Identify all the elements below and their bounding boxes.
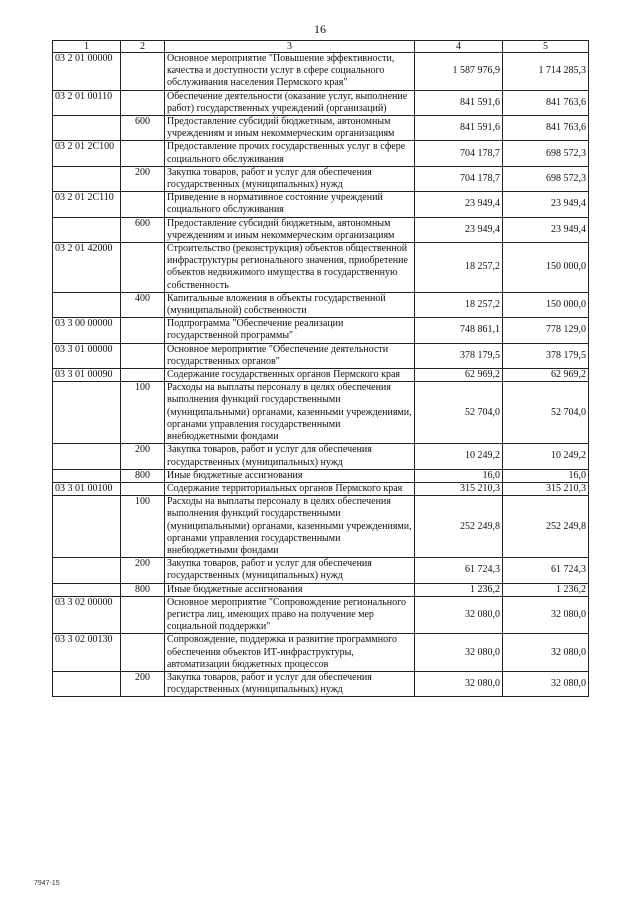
row-expense-type <box>121 318 165 343</box>
row-code <box>53 496 121 558</box>
row-code: 03 3 01 00100 <box>53 482 121 495</box>
row-code: 03 2 01 00000 <box>53 53 121 91</box>
row-code <box>53 583 121 596</box>
row-value-col5: 1 714 285,3 <box>503 53 589 91</box>
row-expense-type: 100 <box>121 496 165 558</box>
row-value-col5: 378 179,5 <box>503 343 589 368</box>
row-value-col4: 61 724,3 <box>415 558 503 583</box>
row-expense-type <box>121 53 165 91</box>
table-row <box>53 634 589 672</box>
row-name: Предоставление субсидий бюджетным, автономным учреждениям и иным некоммерческим организациям <box>165 116 415 141</box>
row-name: Приведение в нормативное состояние учреждений социального обслуживания <box>165 192 415 217</box>
table-row <box>53 217 589 242</box>
row-code: 03 3 00 00000 <box>53 318 121 343</box>
row-code: 03 2 01 2С110 <box>53 192 121 217</box>
row-value-col4: 62 969,2 <box>415 369 503 382</box>
row-name: Закупка товаров, работ и услуг для обеспечения государственных (муниципальных) нужд <box>165 166 415 191</box>
row-code <box>53 382 121 444</box>
row-value-col5: 32 080,0 <box>503 596 589 634</box>
row-value-col4: 18 257,2 <box>415 243 503 293</box>
row-code <box>53 292 121 317</box>
row-value-col5: 252 249,8 <box>503 496 589 558</box>
footer-code: 7947-15 <box>34 880 60 887</box>
table-row <box>53 53 589 91</box>
row-name: Иные бюджетные ассигнования <box>165 583 415 596</box>
row-name: Основное мероприятие "Сопровождение регионального регистра лиц, имеющих право на получение мер социальной поддержки" <box>165 596 415 634</box>
header-col-2: 2 <box>121 41 165 53</box>
row-code <box>53 217 121 242</box>
row-value-col4: 1 236,2 <box>415 583 503 596</box>
row-value-col5: 841 763,6 <box>503 90 589 115</box>
row-name: Обеспечение деятельности (оказание услуг, выполнение работ) государственных учреждений (организаций) <box>165 90 415 115</box>
row-value-col5: 698 572,3 <box>503 141 589 166</box>
row-expense-type: 100 <box>121 382 165 444</box>
row-expense-type: 600 <box>121 116 165 141</box>
row-value-col5: 150 000,0 <box>503 292 589 317</box>
table-row <box>53 116 589 141</box>
row-expense-type: 800 <box>121 583 165 596</box>
row-expense-type: 200 <box>121 671 165 696</box>
row-name: Иные бюджетные ассигнования <box>165 469 415 482</box>
row-name: Закупка товаров, работ и услуг для обеспечения государственных (муниципальных) нужд <box>165 444 415 469</box>
row-expense-type: 200 <box>121 558 165 583</box>
row-name: Содержание территориальных органов Пермского края <box>165 482 415 495</box>
table-header-row <box>53 41 589 53</box>
row-expense-type <box>121 141 165 166</box>
header-col-4: 4 <box>415 41 503 53</box>
row-value-col4: 252 249,8 <box>415 496 503 558</box>
table-row <box>53 141 589 166</box>
row-expense-type <box>121 634 165 672</box>
row-code: 03 3 01 00090 <box>53 369 121 382</box>
row-value-col4: 704 178,7 <box>415 166 503 191</box>
table-row <box>53 318 589 343</box>
header-col-3: 3 <box>165 41 415 53</box>
table-row <box>53 243 589 293</box>
row-value-col4: 841 591,6 <box>415 116 503 141</box>
row-value-col5: 61 724,3 <box>503 558 589 583</box>
table-row <box>53 166 589 191</box>
row-value-col5: 16,0 <box>503 469 589 482</box>
row-value-col4: 32 080,0 <box>415 596 503 634</box>
row-name: Расходы на выплаты персоналу в целях обеспечения выполнения функций государственными (муниципальными) органами, казенными учреждениями, органами управления государственными внебюджетными фондами <box>165 382 415 444</box>
row-value-col4: 18 257,2 <box>415 292 503 317</box>
row-code <box>53 166 121 191</box>
row-name: Расходы на выплаты персоналу в целях обеспечения выполнения функций государственными (муниципальными) органами, казенными учреждениями, органами управления государственными внебюджетными фондами <box>165 496 415 558</box>
table-row <box>53 90 589 115</box>
row-value-col5: 52 704,0 <box>503 382 589 444</box>
row-value-col4: 841 591,6 <box>415 90 503 115</box>
row-expense-type <box>121 243 165 293</box>
row-name: Капитальные вложения в объекты государственной (муниципальной) собственности <box>165 292 415 317</box>
row-value-col4: 1 587 976,9 <box>415 53 503 91</box>
row-expense-type: 800 <box>121 469 165 482</box>
row-value-col5: 32 080,0 <box>503 634 589 672</box>
row-value-col5: 23 949,4 <box>503 217 589 242</box>
row-value-col4: 315 210,3 <box>415 482 503 495</box>
row-code <box>53 469 121 482</box>
row-code: 03 3 01 00000 <box>53 343 121 368</box>
row-expense-type <box>121 369 165 382</box>
row-expense-type <box>121 596 165 634</box>
row-name: Основное мероприятие "Обеспечение деятельности государственных органов" <box>165 343 415 368</box>
row-value-col4: 16,0 <box>415 469 503 482</box>
row-expense-type: 400 <box>121 292 165 317</box>
table-row <box>53 482 589 495</box>
table-row <box>53 469 589 482</box>
row-expense-type: 200 <box>121 444 165 469</box>
row-value-col5: 778 129,0 <box>503 318 589 343</box>
row-code <box>53 671 121 696</box>
row-value-col5: 62 969,2 <box>503 369 589 382</box>
row-code <box>53 116 121 141</box>
row-value-col4: 10 249,2 <box>415 444 503 469</box>
row-name: Закупка товаров, работ и услуг для обеспечения государственных (муниципальных) нужд <box>165 671 415 696</box>
row-value-col4: 748 861,1 <box>415 318 503 343</box>
row-expense-type: 200 <box>121 166 165 191</box>
row-value-col4: 378 179,5 <box>415 343 503 368</box>
row-expense-type <box>121 90 165 115</box>
row-value-col4: 32 080,0 <box>415 671 503 696</box>
row-code: 03 2 01 00110 <box>53 90 121 115</box>
row-expense-type: 600 <box>121 217 165 242</box>
row-name: Подпрограмма "Обеспечение реализации государственной программы" <box>165 318 415 343</box>
row-value-col5: 315 210,3 <box>503 482 589 495</box>
table-row <box>53 192 589 217</box>
row-name: Закупка товаров, работ и услуг для обеспечения государственных (муниципальных) нужд <box>165 558 415 583</box>
page-number: 16 <box>314 22 326 36</box>
header-col-5: 5 <box>503 41 589 53</box>
row-value-col5: 32 080,0 <box>503 671 589 696</box>
row-code <box>53 558 121 583</box>
table-row <box>53 583 589 596</box>
row-name: Строительство (реконструкция) объектов общественной инфраструктуры регионального значения, приобретение объектов недвижимого имущества в государственную собственность <box>165 243 415 293</box>
row-expense-type <box>121 343 165 368</box>
table-row <box>53 671 589 696</box>
table-row <box>53 369 589 382</box>
row-value-col4: 704 178,7 <box>415 141 503 166</box>
row-value-col4: 23 949,4 <box>415 192 503 217</box>
table-row <box>53 596 589 634</box>
row-code: 03 3 02 00000 <box>53 596 121 634</box>
row-name: Основное мероприятие "Повышение эффективности, качества и доступности услуг в сфере социального обслуживания населения Пермского края" <box>165 53 415 91</box>
row-code: 03 3 02 00130 <box>53 634 121 672</box>
row-value-col4: 52 704,0 <box>415 382 503 444</box>
table-row <box>53 382 589 444</box>
row-value-col5: 841 763,6 <box>503 116 589 141</box>
row-value-col5: 150 000,0 <box>503 243 589 293</box>
budget-table <box>52 40 589 697</box>
row-value-col4: 32 080,0 <box>415 634 503 672</box>
row-code <box>53 444 121 469</box>
table-row <box>53 444 589 469</box>
row-code: 03 2 01 2С100 <box>53 141 121 166</box>
table-row <box>53 292 589 317</box>
table-row <box>53 558 589 583</box>
table-row <box>53 496 589 558</box>
row-expense-type <box>121 482 165 495</box>
table-row <box>53 343 589 368</box>
row-expense-type <box>121 192 165 217</box>
row-name: Предоставление прочих государственных услуг в сфере социального обслуживания <box>165 141 415 166</box>
row-value-col5: 1 236,2 <box>503 583 589 596</box>
row-value-col5: 10 249,2 <box>503 444 589 469</box>
row-name: Сопровождение, поддержка и развитие программного обеспечения объектов ИТ-инфраструктуры, автоматизации бюджетных процессов <box>165 634 415 672</box>
row-code: 03 2 01 42000 <box>53 243 121 293</box>
row-value-col4: 23 949,4 <box>415 217 503 242</box>
header-col-1: 1 <box>53 41 121 53</box>
row-name: Предоставление субсидий бюджетным, автономным учреждениям и иным некоммерческим организациям <box>165 217 415 242</box>
row-value-col5: 23 949,4 <box>503 192 589 217</box>
row-value-col5: 698 572,3 <box>503 166 589 191</box>
row-name: Содержание государственных органов Пермского края <box>165 369 415 382</box>
